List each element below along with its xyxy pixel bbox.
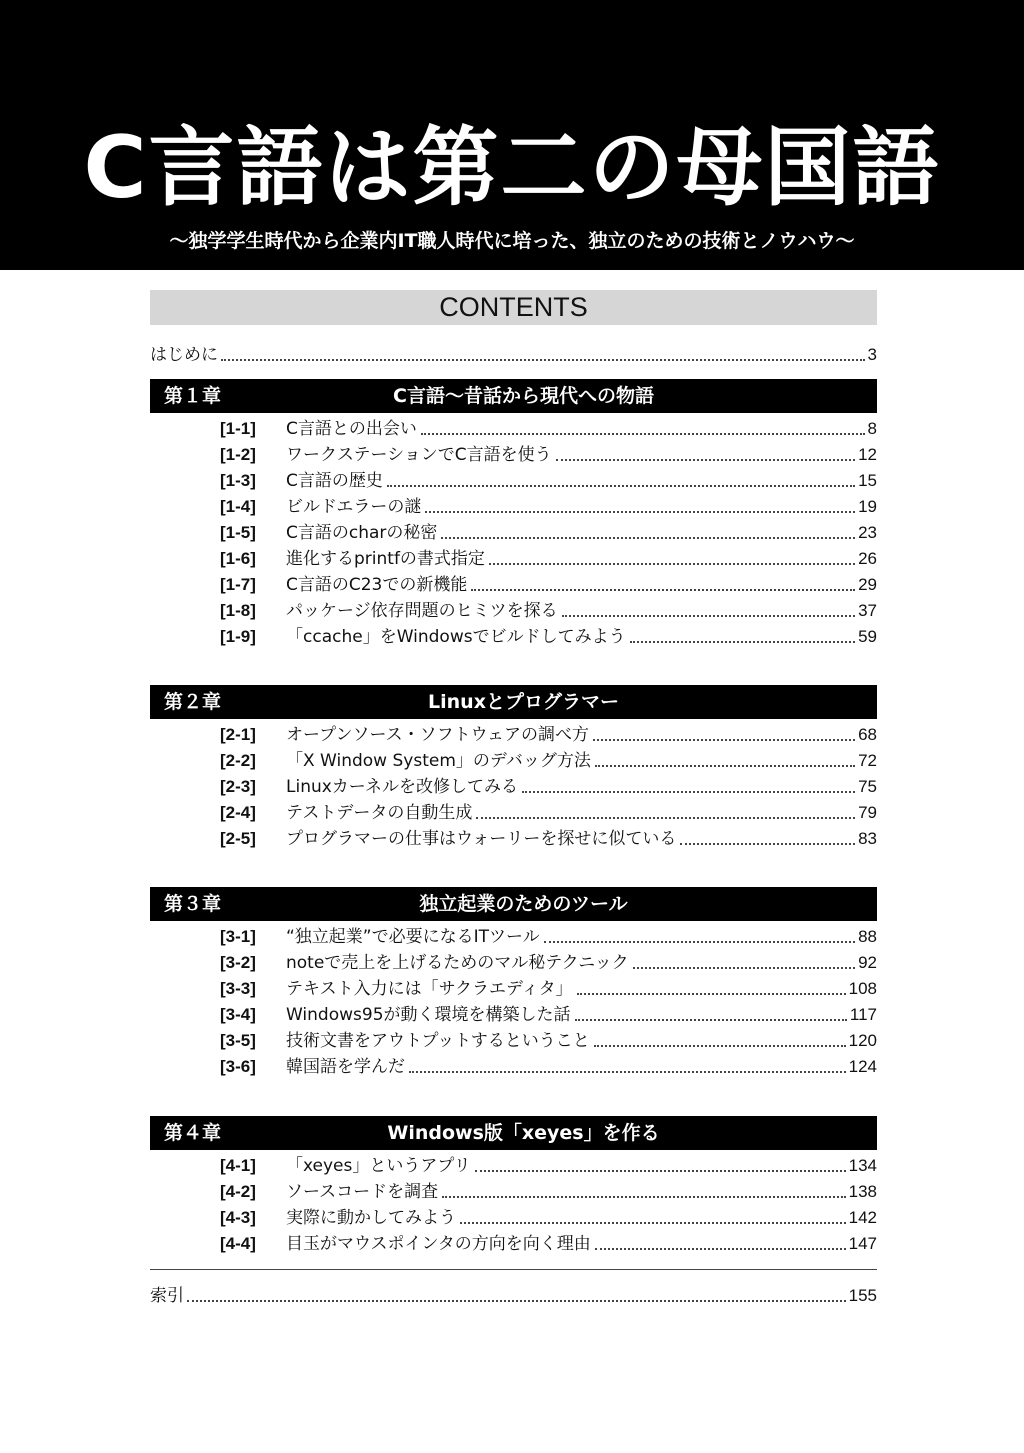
section-id: [4-4]	[220, 1234, 256, 1253]
toc-section[interactable]	[220, 1052, 877, 1078]
toc-section[interactable]	[220, 772, 877, 798]
section-id: [1-7]	[220, 575, 256, 594]
section-page: 92	[858, 953, 877, 972]
section-id: [1-9]	[220, 627, 256, 646]
section-id: [2-3]	[220, 777, 256, 796]
section-page: 134	[848, 1156, 877, 1175]
section-page: 59	[858, 627, 877, 646]
section-title: ソースコードを調査	[286, 1182, 439, 1202]
section-id: [1-4]	[220, 497, 256, 516]
section-page: 19	[858, 497, 877, 516]
toc-index-label: 索引	[150, 1286, 184, 1306]
section-id: [3-3]	[220, 979, 256, 998]
toc-index-page: 155	[848, 1286, 877, 1305]
section-title: 目玉がマウスポインタの方向を向く理由	[286, 1234, 591, 1254]
section-page: 108	[848, 979, 877, 998]
section-title: オープンソース・ソフトウェアの調べ方	[286, 725, 589, 745]
section-page: 142	[848, 1208, 877, 1227]
chapter-4-header	[150, 1116, 877, 1150]
section-id: [1-6]	[220, 549, 256, 568]
section-title: パッケージ依存問題のヒミツを探る	[286, 601, 558, 621]
section-title: 進化するprintfの書式指定	[286, 549, 485, 569]
leader-dots	[594, 1045, 846, 1047]
section-title: Windows95が動く環境を構築した話	[286, 1005, 571, 1025]
section-page: 138	[848, 1182, 877, 1201]
toc-index[interactable]	[150, 1285, 877, 1307]
toc-section[interactable]	[220, 1203, 877, 1229]
section-page: 72	[858, 751, 877, 770]
section-title: C言語のC23での新機能	[286, 575, 468, 595]
section-title: “独立起業”で必要になるITツール	[286, 927, 540, 947]
toc-section[interactable]	[220, 922, 877, 948]
header-banner	[0, 0, 1024, 270]
leader-dots	[680, 843, 855, 845]
section-title: C言語の歴史	[286, 471, 383, 491]
leader-dots	[442, 1196, 845, 1198]
toc-section[interactable]	[220, 570, 877, 596]
book-title: C言語は第二の母国語	[83, 118, 941, 218]
leader-dots	[476, 817, 855, 819]
toc-intro-page: 3	[867, 345, 877, 364]
section-page: 12	[858, 445, 877, 464]
chapter-3-header	[150, 887, 877, 921]
section-title: C言語との出会い	[286, 419, 417, 439]
section-page: 68	[858, 725, 877, 744]
leader-dots	[633, 967, 855, 969]
section-page: 26	[858, 549, 877, 568]
toc-section[interactable]	[220, 948, 877, 974]
section-page: 117	[849, 1005, 877, 1024]
leader-dots	[577, 993, 846, 995]
toc-section[interactable]	[220, 1151, 877, 1177]
section-title: ワークステーションでC言語を使う	[286, 445, 552, 465]
toc-section[interactable]	[220, 1177, 877, 1203]
leader-dots	[421, 433, 865, 435]
toc-section[interactable]	[220, 1000, 877, 1026]
leader-dots	[425, 511, 855, 513]
toc-intro[interactable]	[150, 344, 877, 366]
toc-section[interactable]	[220, 596, 877, 622]
section-id: [2-5]	[220, 829, 256, 848]
leader-dots	[595, 1248, 846, 1250]
section-page: 147	[848, 1234, 877, 1253]
section-id: [4-3]	[220, 1208, 256, 1227]
chapter-4-sections	[220, 1151, 877, 1255]
toc-section[interactable]	[220, 1026, 877, 1052]
chapter-2-header	[150, 685, 877, 719]
section-title: テストデータの自動生成	[286, 803, 473, 823]
toc-section[interactable]	[220, 414, 877, 440]
section-page: 79	[858, 803, 877, 822]
section-id: [2-4]	[220, 803, 256, 822]
toc-section[interactable]	[220, 974, 877, 1000]
section-title: テキスト入力には「サクラエディタ」	[286, 979, 573, 999]
section-page: 88	[858, 927, 877, 946]
leader-dots	[409, 1071, 846, 1073]
section-page: 29	[858, 575, 877, 594]
toc-section[interactable]	[220, 824, 877, 850]
section-title: 実際に動かしてみよう	[286, 1208, 456, 1228]
leader-dots	[471, 589, 855, 591]
section-title: 技術文書をアウトプットするということ	[286, 1031, 590, 1051]
section-id: [1-1]	[220, 419, 256, 438]
leader-dots	[221, 359, 865, 361]
leader-dots	[556, 459, 855, 461]
chapter-number: 第３章	[164, 893, 222, 915]
section-title: 「xeyes」というアプリ	[286, 1156, 471, 1176]
chapter-3-sections	[220, 922, 877, 1078]
contents-heading: CONTENTS	[150, 290, 877, 325]
section-page: 37	[858, 601, 877, 620]
toc-section[interactable]	[220, 720, 877, 746]
section-page: 120	[848, 1031, 877, 1050]
section-title: noteで売上を上げるためのマル秘テクニック	[286, 953, 629, 973]
section-id: [3-2]	[220, 953, 256, 972]
section-id: [2-2]	[220, 751, 256, 770]
chapter-title: Linuxとプログラマー	[428, 691, 619, 713]
section-id: [4-2]	[220, 1182, 256, 1201]
section-title: 「X Window System」のデバッグ方法	[286, 751, 591, 771]
section-page: 124	[848, 1057, 877, 1076]
section-page: 75	[858, 777, 877, 796]
section-title: C言語のcharの秘密	[286, 523, 438, 543]
chapter-number: 第１章	[164, 385, 222, 407]
leader-dots	[575, 1019, 847, 1021]
section-page: 23	[858, 523, 877, 542]
chapter-number: 第４章	[164, 1122, 222, 1144]
chapter-2-sections	[220, 720, 877, 850]
leader-dots	[544, 941, 855, 943]
section-title: プログラマーの仕事はウォーリーを探せに似ている	[286, 829, 677, 849]
leader-dots	[489, 563, 855, 565]
section-id: [3-6]	[220, 1057, 256, 1076]
section-title: Linuxカーネルを改修してみる	[286, 777, 518, 797]
section-id: [1-8]	[220, 601, 256, 620]
section-title: ビルドエラーの謎	[286, 497, 422, 517]
leader-dots	[630, 641, 856, 643]
toc-section[interactable]	[220, 798, 877, 824]
book-subtitle: ～独学学生時代から企業内IT職人時代に培った、独立のための技術とノウハウ～	[169, 230, 855, 252]
leader-dots	[387, 485, 855, 487]
section-id: [3-4]	[220, 1005, 256, 1024]
section-page: 8	[867, 419, 877, 438]
section-id: [2-1]	[220, 725, 256, 744]
section-id: [1-5]	[220, 523, 256, 542]
leader-dots	[595, 765, 855, 767]
leader-dots	[441, 537, 855, 539]
section-title: 「ccache」をWindowsでビルドしてみよう	[286, 627, 626, 647]
section-id: [1-3]	[220, 471, 256, 490]
section-title: 韓国語を学んだ	[286, 1057, 405, 1077]
chapter-1-sections	[220, 414, 877, 648]
toc-section[interactable]	[220, 466, 877, 492]
chapter-1-header	[150, 379, 877, 413]
leader-dots	[475, 1170, 846, 1172]
leader-dots	[593, 739, 855, 741]
section-id: [3-5]	[220, 1031, 256, 1050]
section-id: [1-2]	[220, 445, 256, 464]
toc-section[interactable]	[220, 622, 877, 648]
toc-section[interactable]	[220, 440, 877, 466]
toc-section[interactable]	[220, 746, 877, 772]
leader-dots	[460, 1222, 846, 1224]
chapter-title: 独立起業のためのツール	[419, 893, 628, 915]
divider	[150, 1269, 877, 1270]
chapter-title: Windows版「xeyes」を作る	[387, 1122, 660, 1144]
chapter-title: C言語～昔話から現代への物語	[393, 385, 654, 407]
section-page: 83	[858, 829, 877, 848]
toc-intro-label: はじめに	[150, 345, 218, 365]
leader-dots	[562, 615, 855, 617]
toc-section[interactable]	[220, 492, 877, 518]
toc-section[interactable]	[220, 518, 877, 544]
section-id: [4-1]	[220, 1156, 256, 1175]
section-page: 15	[858, 471, 877, 490]
toc-section[interactable]	[220, 544, 877, 570]
chapter-number: 第２章	[164, 691, 222, 713]
section-id: [3-1]	[220, 927, 256, 946]
leader-dots	[522, 791, 855, 793]
toc-section[interactable]	[220, 1229, 877, 1255]
leader-dots	[187, 1300, 846, 1302]
